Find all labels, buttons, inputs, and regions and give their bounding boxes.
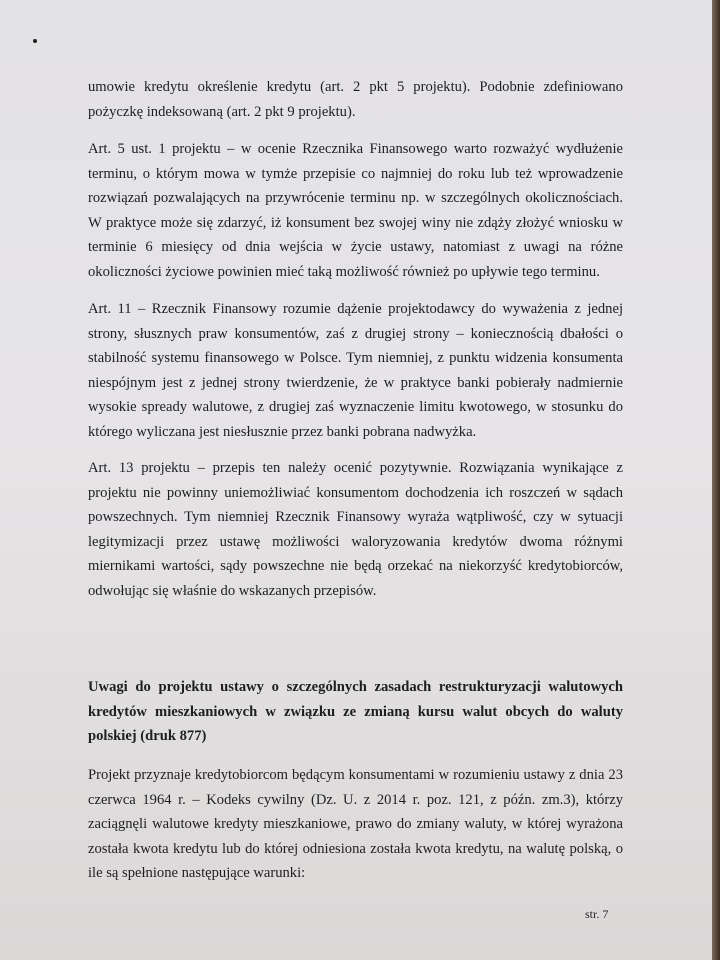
paper-mark <box>33 39 37 43</box>
page-number: str. 7 <box>585 907 609 921</box>
paragraph-project-summary: Projekt przyznaje kredytobiorcom będącym konsumentami w rozumieniu ustawy z dnia 23 czerwca 1964 r. – Kodeks cywilny (Dz. U. z 2014 r. poz. 121, z późn. zm.3), którzy zaciągnęli walutowe kredyty mieszkaniowe, prawo do zmiany waluty, w której wyrażona została kwota kredytu lub do której odniesiona została kwota kredytu, na walutę polską, o ile są spełnione następujące warunki: <box>88 767 623 882</box>
table-edge <box>712 0 720 960</box>
paragraph-loan-definition: umowie kredytu określenie kredytu (art. 2 pkt 5 projektu). Podobnie zdefiniowano pożyczkę indeksowaną (art. 2 pkt 9 projektu). <box>88 79 623 120</box>
section-heading: Uwagi do projektu ustawy o szczególnych zasadach restrukturyzacji walutowych kredytów mieszkaniowych w związku ze zmianą kursu walut obcych do waluty polskiej (druk 877) <box>88 679 623 745</box>
paragraph-art-11: Art. 11 – Rzecznik Finansowy rozumie dążenie projektodawcy do wyważenia z jednej strony, słusznych praw konsumentów, zaś z drugiej strony – koniecznością dbałości o stabilność systemu finansowego w Polsce. Tym niemniej, z punktu widzenia konsumenta niespójnym jest z jednej strony twierdzenie, że w praktyce banki pobierały nadmiernie wysokie spready walutowe, z drugiej zaś wyznaczenie limitu kwotowego, w stosunku do którego wyliczana jest niesłusznie przez banki pobrana nadwyżka. <box>88 301 623 440</box>
paragraph-art-5: Art. 5 ust. 1 projektu – w ocenie Rzecznika Finansowego warto rozważyć wydłużenie terminu, o którym mowa w tymże przepisie co najmniej do roku lub też wprowadzenie rozwiązań pozwalających na przywrócenie terminu np. w szczególnych okolicznościach. W praktyce może się zdarzyć, iż konsument bez swojej winy nie zdąży złożyć wniosku w terminie 6 miesięcy od dnia wejścia w życie ustawy, natomiast z uwagi na różne okoliczności życiowe powinien mieć taką możliwość również po upływie tego terminu. <box>88 141 623 280</box>
paragraph-art-13: Art. 13 projektu – przepis ten należy ocenić pozytywnie. Rozwiązania wynikające z projektu nie powinny uniemożliwiać konsumentom dochodzenia ich roszczeń w sądach powszechnych. Tym niemniej Rzecznik Finansowy wyraża wątpliwość, czy w sytuacji legitymizacji przez ustawę możliwości waloryzowania kredytów dwoma różnymi miernikami wartości, sądy powszechne nie będą orzekać na niekorzyść kredytobiorców, odwołując się właśnie do wskazanych przepisów. <box>88 460 623 599</box>
